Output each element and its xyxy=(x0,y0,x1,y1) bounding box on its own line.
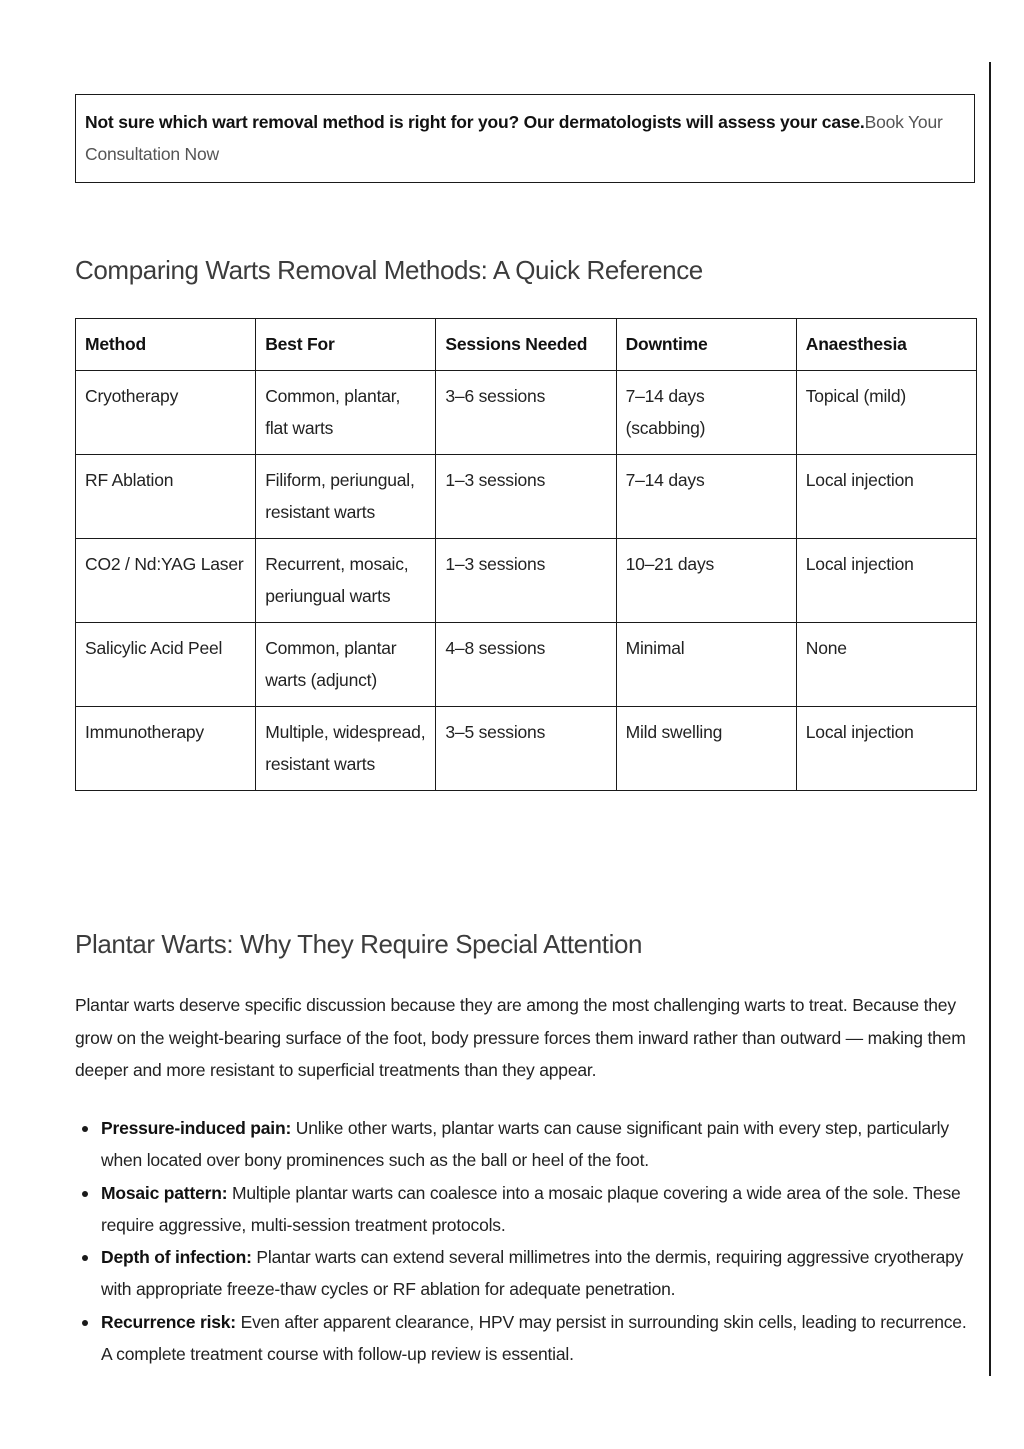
table-cell: 1–3 sessions xyxy=(436,539,616,623)
table-cell: Local injection xyxy=(796,539,976,623)
column-header: Anaesthesia xyxy=(796,319,976,371)
page-edge-rule xyxy=(989,62,991,1376)
table-cell: Salicylic Acid Peel xyxy=(76,623,256,707)
table-row xyxy=(76,455,977,539)
comparison-table xyxy=(75,318,977,791)
bullet-dot-icon xyxy=(82,1126,88,1132)
table-row xyxy=(76,623,977,707)
bullet-term: Mosaic pattern: xyxy=(101,1182,228,1203)
list-item xyxy=(101,1112,977,1177)
table-cell: Cryotherapy xyxy=(76,371,256,455)
column-header: Method xyxy=(76,319,256,371)
table-cell: 7–14 days (scabbing) xyxy=(616,371,796,455)
bullet-text: Plantar warts can extend several millimetres into the dermis, requiring aggressive cryotherapy with appropriate freeze-thaw cycles or RF ablation for adequate penetration. xyxy=(101,1247,964,1300)
table-cell: Topical (mild) xyxy=(796,371,976,455)
bullet-text: Even after apparent clearance, HPV may persist in surrounding skin cells, leading to recurrence. A complete treatment course with follow-up review is essential. xyxy=(101,1311,967,1365)
table-cell: None xyxy=(796,623,976,707)
table-cell: Recurrent, mosaic, periungual warts xyxy=(256,539,436,623)
bullet-text: Multiple plantar warts can coalesce into a mosaic plaque covering a wide area of the sole. These require aggressive, multi-session treatment protocols. xyxy=(101,1182,961,1235)
table-cell: 3–5 sessions xyxy=(436,707,616,791)
callout-text: Not sure which wart removal method is right for you? Our dermatologists will assess your case. xyxy=(85,112,865,132)
table-cell: 3–6 sessions xyxy=(436,371,616,455)
bullet-dot-icon xyxy=(82,1320,88,1326)
table-row xyxy=(76,707,977,791)
bullet-term: Recurrence risk: xyxy=(101,1311,236,1332)
column-header: Downtime xyxy=(616,319,796,371)
table-cell: RF Ablation xyxy=(76,455,256,539)
table-cell: CO2 / Nd:YAG Laser xyxy=(76,539,256,623)
bullet-dot-icon xyxy=(82,1255,88,1261)
table-cell: Mild swelling xyxy=(616,707,796,791)
bullet-dot-icon xyxy=(82,1191,88,1197)
book-consultation-link[interactable]: Book Your Consultation Now xyxy=(85,112,943,164)
table-cell: Minimal xyxy=(616,623,796,707)
plantar-heading: Plantar Warts: Why They Require Special Attention xyxy=(75,929,643,959)
plantar-bullet-list xyxy=(75,1112,977,1370)
comparison-heading: Comparing Warts Removal Methods: A Quick Reference xyxy=(75,255,703,285)
table-cell: Local injection xyxy=(796,455,976,539)
consultation-callout xyxy=(75,94,975,183)
column-header: Best For xyxy=(256,319,436,371)
table-cell: Common, plantar warts (adjunct) xyxy=(256,623,436,707)
table-cell: 7–14 days xyxy=(616,455,796,539)
table-cell: 4–8 sessions xyxy=(436,623,616,707)
table-cell: Common, plantar, flat warts xyxy=(256,371,436,455)
bullet-term: Pressure-induced pain: xyxy=(101,1118,292,1138)
list-item xyxy=(101,1177,977,1242)
bullet-term: Depth of infection: xyxy=(101,1247,252,1268)
table-row xyxy=(76,539,977,623)
column-header: Sessions Needed xyxy=(436,319,616,371)
table-cell: 10–21 days xyxy=(616,539,796,623)
table-cell: Immunotherapy xyxy=(76,707,256,791)
list-item xyxy=(101,1306,977,1371)
plantar-intro-paragraph: Plantar warts deserve specific discussion because they are among the most challenging warts to treat. Because they grow on the weight-bearing surface of the foot, body pressure forces them inward rather than outward — making them deeper and more resistant to superficial treatments than they appear. xyxy=(75,995,966,1080)
table-header-row xyxy=(76,319,977,371)
bullet-text: Unlike other warts, plantar warts can cause significant pain with every step, particularly when located over bony prominences such as the ball or heel of the foot. xyxy=(101,1118,949,1171)
table-cell: Multiple, widespread, resistant warts xyxy=(256,707,436,791)
table-cell: Filiform, periungual, resistant warts xyxy=(256,455,436,539)
table-cell: 1–3 sessions xyxy=(436,455,616,539)
list-item xyxy=(101,1241,977,1306)
table-row xyxy=(76,371,977,455)
table-cell: Local injection xyxy=(796,707,976,791)
